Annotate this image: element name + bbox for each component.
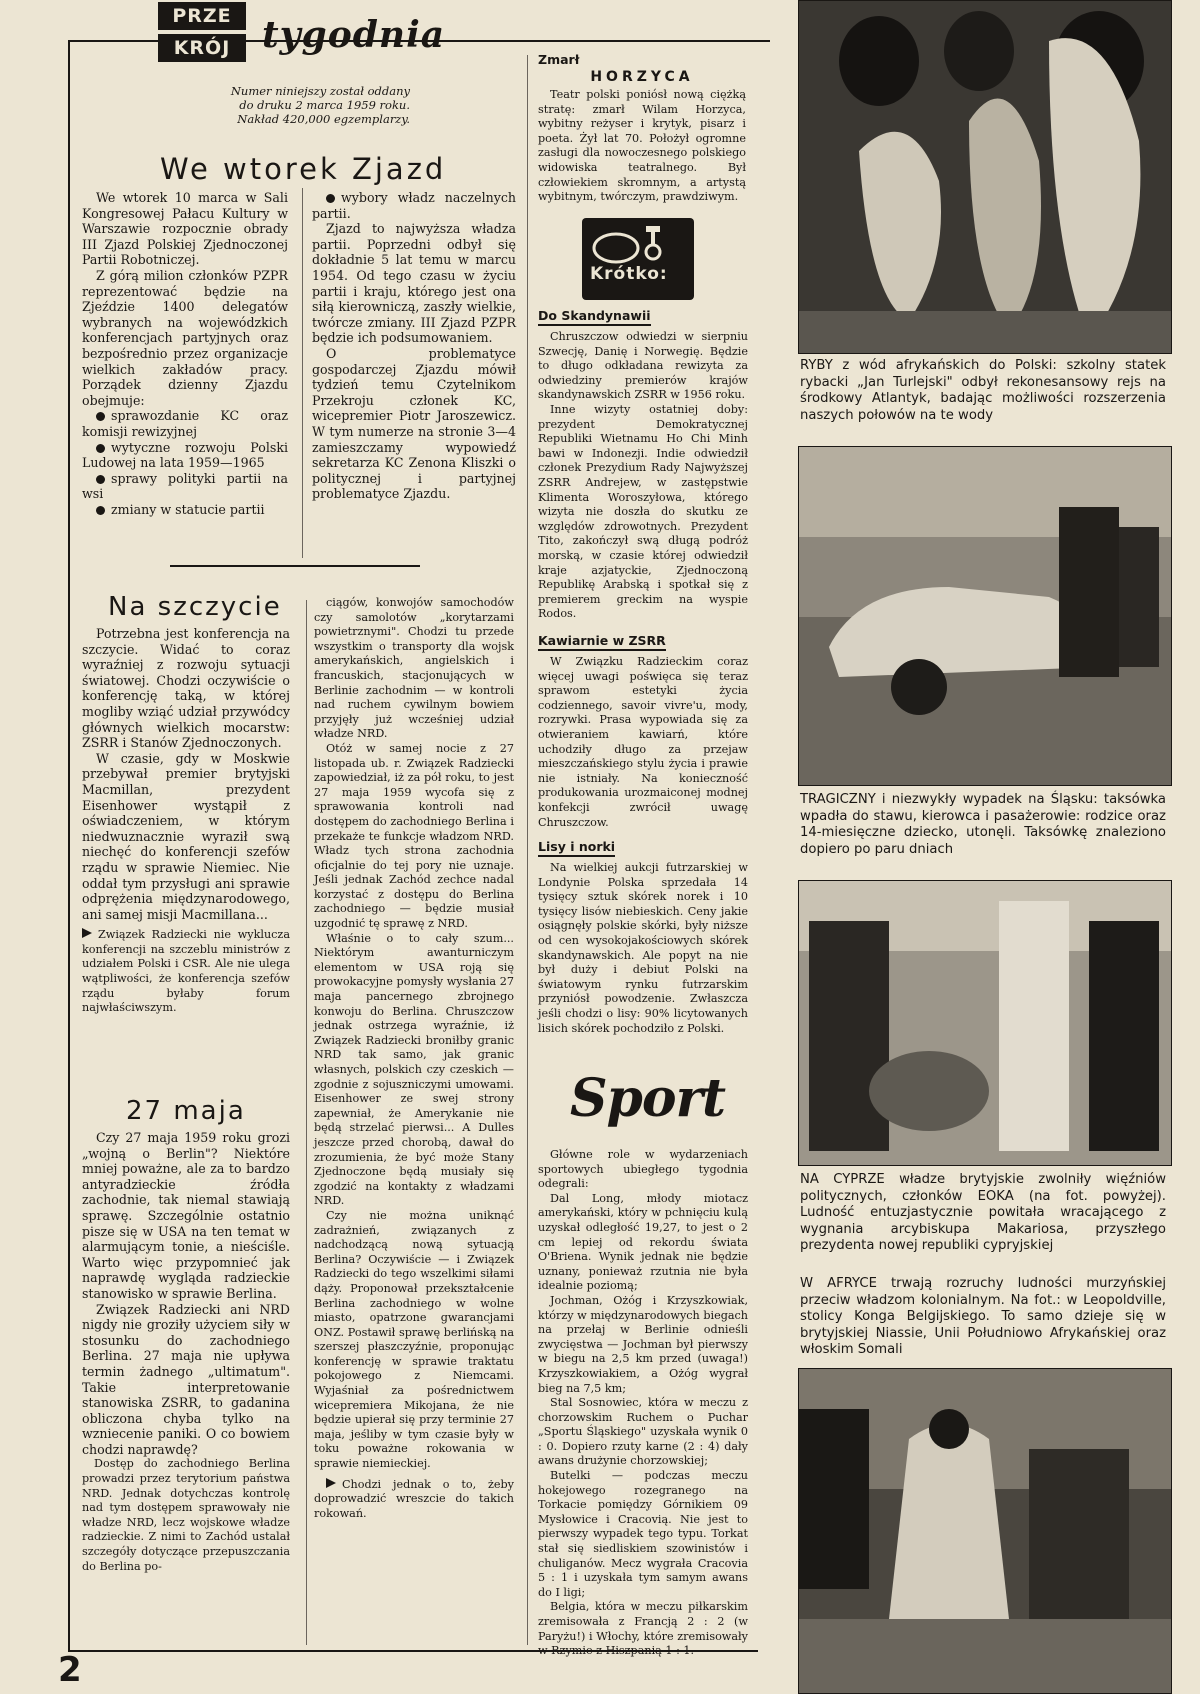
agenda-item: sprawy polityki partii na wsi	[82, 470, 288, 502]
kawiarnie-box	[538, 630, 748, 830]
column-rule	[527, 55, 528, 1645]
skandynawia-paragraph: Chruszczow odwiedzi w sierpniu Szwecję, Danię i Norwegię. Będzie to długo odkładana rewizyta za odwiedziny premierów krajów skandynawskich ZSRR w 1956 roku.	[538, 330, 748, 402]
zjazd-paragraph: Z górą milion członków PZPR reprezentować będzie na Zjeździe 1400 delegatów wybranych na wojewódzkich konferencjach partyjnych oraz bezpośrednio przez organizacje wielkich zakładów pracy. Porządek dzienny Zjazdu obejmuje:	[82, 267, 288, 408]
szczyt-paragraph: W czasie, gdy w Moskwie przebywał premier brytyjski Macmillan, prezydent Eisenhower wystąpił z oświadczeniem, w którym niedwuznacznie wyraził swą niechęć do konferencji szefów rządu w sprawie Niemiec. Nie oddał tym przysługi ani sprawie odprężenia międzynarodowego, ani samej misji Macmillana...	[82, 750, 290, 922]
szczyt-headline: Na szczycie	[108, 592, 282, 622]
zjazd-agenda-cont	[312, 190, 516, 221]
info-line: Nakład 420,000 egzemplarzy.	[237, 112, 410, 126]
berlin-paragraph: Czy nie można uniknąć zadrażnień, związanych z nadchodzącą nową sytuacją Berlina? Oczywiście — i Związek Radziecki do tego wszelkimi siłami dąży. Proponował przekształcenie Berlina zachodniego w wolne miasto, opatrzone gwarancjami ONZ. Postawił sprawę berlińską na szerszej płaszczyźnie, proponując konferencję w sprawie traktatu pokojowego z Niemcami. Wyjaśniał za pośrednictwem wicepremiera Mikojana, że nie będzie upierał się przy terminie 27 maja, jeśliby w tym czasie były w toku poważne rokowania w sprawie niemieckiej.	[314, 1208, 514, 1471]
sport-paragraph: Dal Long, młody miotacz amerykański, który w pchnięciu kulą uzyskał odległość 19,27, to jest o 2 cm lepiej od rekordu świata O'Briena. Wynik jednak nie będzie uznany, ponieważ rzutnia nie była idealnie poziomą;	[538, 1191, 748, 1293]
caption-fish: RYBY z wód afrykańskich do Polski: szkolny statek rybacki „Jan Turlejski" odbył rekonesansowy rejs na środkowy Atlantyk, badając możliwości rozszerzenia naszych połowów na te wody	[800, 358, 1166, 423]
zjazd-column-1	[82, 190, 288, 517]
zjazd-headline: We wtorek Zjazd	[160, 152, 447, 186]
section-divider	[170, 565, 420, 567]
fish-photo-icon	[799, 1, 1171, 353]
przekroj-logo	[158, 2, 248, 66]
sport-column	[538, 1148, 748, 1659]
berlin-paragraph: Otóż w samej nocie z 27 listopada ub. r. Związek Radziecki zapowiedział, iż za pół roku, to jest 27 maja 1959 wycofa się z sprawowania kontroli nad dostępem do zachodniego Berlina i przekaże te funkcje władzom NRD. Władz tych strona zachodnia oficjalnie do tej pory nie uznaje. Jeśli jednak Zachód zechce nadal korzystać z dostępu do Berlina zachodniego — będzie musiał uzgodnić tę sprawę z NRD.	[314, 741, 514, 931]
caption-africa: W AFRYCE trwają rozruchy ludności murzyńskiej przeciw władzom kolonialnym. Na fot.: w Leopoldville, stolicy Konga Belgijskiego. To samo dzieje się w brytyjskiej Niassie, Unii Południowo Afrykańskiej oraz włoskim Somali	[800, 1276, 1166, 1357]
photo-fishermen	[798, 0, 1172, 354]
bullet-icon	[96, 506, 105, 515]
krotko-label: Krótko:	[590, 264, 668, 284]
agenda-item: wybory władz naczelnych partii.	[312, 190, 516, 221]
bullet-icon	[96, 412, 105, 421]
bullet-icon	[96, 444, 105, 453]
column-rule	[306, 600, 307, 1645]
berlin-paragraph: ciągów, konwojów samochodów czy samolotów „korytarzami powietrznymi". Chodzi tu przede wszystkim o transporty dla wojsk amerykańskich, angielskich i francuskich, stacjonujących w Berlinie zachodnim — w kontroli nad ruchem cywilnym bowiem przyjęły już wcześniej udział władze NRD.	[314, 596, 514, 741]
sport-logo: Sport	[570, 1068, 726, 1129]
lisy-paragraph: Na wielkiej aukcji futrzarskiej w Londynie Polska sprzedała 14 tysięcy sztuk skórek norek i 10 tysięcy lisów niebieskich. Ceny jakie osiągnęły polskie skórki, były niższe od cen wysokojakościowych skórek skandynawskich. Ale popyt na nie był duży i debiut Polski na światowym rynku futrzarskim przyniósł powodzenie. Zwłaszcza jeśli chodzi o lisy: 90% licytowanych lisich skórek pochodziło z Polski.	[538, 861, 748, 1035]
bullet-icon	[326, 194, 335, 203]
sport-paragraph: Stal Sosnowiec, która w meczu z chorzowskim Ruchem o Puchar „Sportu Śląskiego" uzyskała wynik 0 : 0. Dopiero rzuty karne (2 : 4) dały awans drużynie chorzowskiej;	[538, 1396, 748, 1468]
zjazd-agenda	[82, 408, 288, 517]
lisy-box	[538, 836, 748, 1036]
caption-cyprus: NA CYPRZE władze brytyjskie zwolniły więźniów politycznych, członków EOKA (na fot. powyżej). Ludność entuzjastycznie powitała wracającego z wygnania arcybiskupa Makariosa, przyszłego prezydenta nowej republiki cypryjskiej	[800, 1172, 1166, 1253]
lisy-text	[538, 861, 748, 1036]
arrow-marker-icon	[82, 928, 92, 938]
skandynawia-text	[538, 330, 748, 622]
zjazd-column-2	[312, 190, 516, 502]
photo-cyprus	[798, 880, 1172, 1166]
africa-photo-icon	[799, 1369, 1171, 1693]
agenda-item: wytyczne rozwoju Polski Ludowej na lata 1959—1965	[82, 439, 288, 471]
skandynawia-title: Do Skandynawii	[538, 308, 651, 326]
skandynawia-paragraph: Inne wizyty ostatniej doby: prezydent Demokratycznej Republiki Wietnamu Ho Chi Minh bawi w Indonezji. Indie odwiedził członek Prezydium Rady Najwyższej ZSRR Andrejew, w zastępstwie Klimenta Woroszyłowa, którego wizyta nie doszła do skutku ze względów zdrowotnych. Prezydent Tito, zakończył swą długą podróż morską, w czasie której odwiedził kraje azjatyckie, Zjednoczoną Republikę Arabską i spotkał się z premierem greckim na wyspie Rodos.	[538, 402, 748, 621]
sport-paragraph: Belgia, która w meczu piłkarskim zremisowała z Francją 2 : 2 (w Paryżu!) i Włochy, które zremisowały w Rzymie z Hiszpanią 1 : 1.	[538, 1600, 748, 1658]
taxi-photo-icon	[799, 447, 1171, 785]
maj-paragraph: Czy 27 maja 1959 roku grozi „wojną o Berlin"? Niektóre mniej poważne, ale za to bardzo antyradzieckie źródła zachodnie, tak niemal stawiają sprawę. Szczególnie ostatnio pisze się w USA na ten temat w alarmującym tonie, a nieściśle. Warto więc przypomnieć jak naprawdę wygląda radzieckie stanowisko w sprawie Berlina.	[82, 1130, 290, 1301]
column-rule	[302, 188, 303, 558]
sport-paragraph: Główne role w wydarzeniach sportowych ubiegłego tygodnia odegrali:	[538, 1148, 748, 1191]
kawiarnie-paragraph: W Związku Radzieckim coraz więcej uwagi poświęca się teraz sprawom estetyki życia codziennego, savoir vivre'u, mody, rozrywki. Prasa wypowiada się za otwieraniem kawiarń, które uchodziły długo za przejaw mieszczańskiego stylu życia i prawie nie istniały. Na konieczność produkowania urozmaiconej modnej konfekcji zwrócił uwagę Chruszczow.	[538, 655, 748, 829]
agenda-item: sprawozdanie KC oraz komisji rewizyjnej	[82, 408, 288, 439]
szczyt-column	[82, 626, 290, 1016]
maj-paragraph: Związek Radziecki ani NRD nigdy nie groziły użyciem siły w stosunku do zachodniego Berlina. 27 maja nie upływa termin żadnego „ultimatum". Takie interpretowanie stanowiska ZSRR, to gadanina obliczona chyba tylko na wzniecenie paniki. O co bowiem chodzi naprawdę?	[82, 1301, 290, 1457]
print-info	[192, 84, 410, 126]
horzyca-box	[538, 52, 746, 205]
telephone-icon	[582, 218, 694, 300]
berlin-column	[314, 596, 514, 1521]
szczyt-paragraph: Potrzebna jest konferencja na szczycie. Widać to coraz wyraźniej z rozwoju sytuacji światowej. Chodzi oczywiście o konferencję taką, w której mogliby wziąć udział przywódcy głównych wielkich mocarstw: ZSRR i Stanów Zjednoczonych.	[82, 626, 290, 751]
berlin-note: Chodzi jednak o to, żeby doprowadzić wreszcie do takich rokowań.	[314, 1477, 514, 1520]
frame-left-rule	[68, 40, 70, 1652]
horzyca-title: HORZYCA	[590, 69, 694, 85]
arrow-marker-icon	[326, 1478, 336, 1488]
caption-taxi: TRAGICZNY i niezwykły wypadek na Śląsku: taksówka wpadła do stawu, kierowca i pasażerowie: rodzice oraz 14-miesięczne dziecko, utonęli. Taksówkę znaleziono dopiero po paru dniach	[800, 792, 1166, 857]
logo-top: PRZE	[158, 2, 246, 30]
skandynawia-box	[538, 305, 748, 622]
info-line: Numer niniejszy został oddany	[230, 84, 410, 98]
maj-paragraph-small	[82, 1457, 290, 1574]
kawiarnie-text	[538, 655, 748, 830]
zjazd-paragraph: Zjazd to najwyższa władza partii. Poprzedni odbył się dokładnie 5 lat temu w marcu 1954. Od tego czasu w życiu partii i kraju, którego jest ona siłą kierowniczą, zaszły wielkie, twórcze zmiany. III Zjazd PZPR będzie ich podsumowaniem.	[312, 221, 516, 346]
horzyca-text	[538, 88, 746, 205]
sport-paragraph: Butelki — podczas meczu hokejowego rozegranego na Torkacie pomiędzy Górnikiem 09 Mysłowice i Cracovią. Nie jest to pierwszy wypadek tego typu. Torkat stał się siedliskiem szowinistów i chuliganów. Mecz wygrała Cracovia 5 : 1 i uzyskała tym samym awans do I ligi;	[538, 1469, 748, 1599]
photo-taxi-pond	[798, 446, 1172, 786]
zjazd-paragraph: O problematyce gospodarczej Zjazdu mówił tydzień temu Czytelnikom Przekroju członek KC, wicepremier Piotr Jaroszewicz. W tym numerze na stronie 3—4 zamieszczamy wypowiedź sekretarza KC Zenona Kliszki o politycznej i partyjnej problematyce Zjazdu.	[312, 345, 516, 502]
maj-paragraph: Dostęp do zachodniego Berlina prowadzi przez terytorium państwa NRD. Jednak dotychczas kontrolę nad tym dostępem sprawowały nie władze NRD, lecz wojskowe władze radzieckie. Z nimi to Zachód ustalał szczegóły dotyczące przepuszczania do Berlina po-	[82, 1457, 290, 1573]
maj-column	[82, 1130, 290, 1574]
maj-headline: 27 maja	[126, 1096, 246, 1126]
horzyca-paragraph: Teatr polski poniósł nową ciężką stratę: zmarł Wilam Horzyca, wybitny reżyser i krytyk, pisarz i poeta. Żył lat 70. Położył ogromne zasługi dla nowoczesnego polskiego widowiska teatralnego. Był człowiekiem skromnym, a artystą wybitnym, twórczym, prawdziwym.	[538, 88, 746, 204]
bullet-icon	[96, 475, 105, 484]
berlin-paragraph: Właśnie o to cały szum... Niektórym awanturniczym elementom w USA roją się prowokacyjne pomysły wysłania 27 maja pancernego zbrojnego konwoju do Berlina. Chruszczow jednak ostrzega wyraźnie, iż Związek Radziecki broniłby granic NRD tak samo, jak granic własnych, polskich czy czeskich — zgodnie z sojuszniczymi umowami. Eisenhower ze swej strony zapewniał, że Amerykanie nie będą strzelać pierwsi... A Dulles jeszcze przed chorobą, dawał do zrozumienia, że być może Stany Zjednoczone będą musiały się zgodzić na kontakty z władzami NRD.	[314, 931, 514, 1208]
szczyt-note: Związek Radziecki nie wyklucza konferencji na szczeblu ministrów z udziałem Polski i CSR. Ale nie ulega wątpliwości, że konferencja szefów rządu byłaby forum najwłaściwszym.	[82, 928, 290, 1015]
cyprus-photo-icon	[799, 881, 1171, 1165]
horzyca-kicker: Zmarł	[538, 52, 580, 67]
page-number: 2	[58, 1650, 82, 1690]
lisy-title: Lisy i norki	[538, 839, 615, 857]
photo-africa	[798, 1368, 1172, 1694]
sport-paragraph: Jochman, Ożóg i Krzyszkowiak, którzy w międzynarodowych biegach na przełaj w Berlinie odnieśli zwycięstwa — Jochman był pierwszy w biegu na 2,5 km przed (uwaga!) Krzyszkowiakiem, a Ożóg wygrał bieg na 7,5 km;	[538, 1293, 748, 1395]
agenda-item: zmiany w statucie partii	[82, 502, 288, 518]
kawiarnie-title: Kawiarnie w ZSRR	[538, 633, 666, 651]
info-line: do druku 2 marca 1959 roku.	[239, 98, 410, 112]
section-title: tygodnia	[262, 14, 446, 56]
zjazd-paragraph: We wtorek 10 marca w Sali Kongresowej Pałacu Kultury w Warszawie rozpocznie obrady III Zjazd Polskiej Zjednoczonej Partii Robotniczej.	[82, 190, 288, 268]
logo-bottom: KRÓJ	[158, 34, 246, 62]
krotko-logo	[582, 218, 694, 300]
